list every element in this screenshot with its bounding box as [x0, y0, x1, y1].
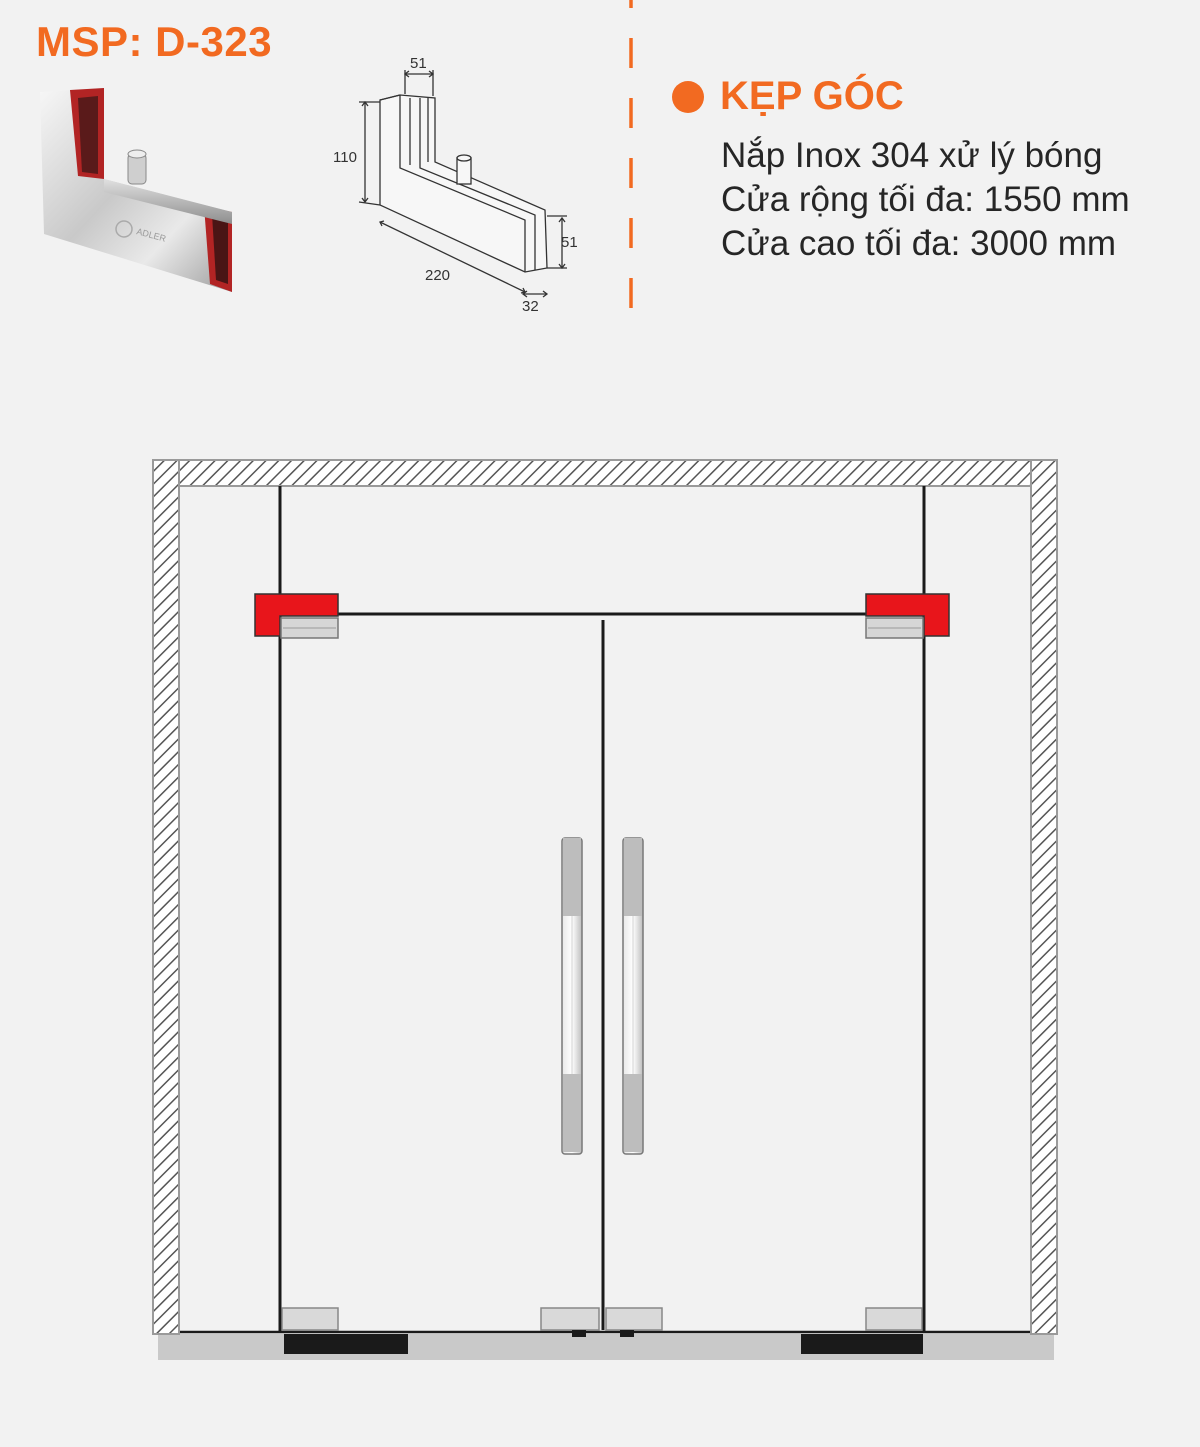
spec-max-width: Cửa rộng tối đa: 1550 mm [721, 180, 1130, 219]
feature-title: KẸP GÓC [720, 74, 904, 118]
corner-clamp-left [255, 594, 338, 638]
door-diagram [0, 440, 1200, 1380]
corner-clamp-right [866, 594, 949, 638]
dim-thickness: 32 [522, 298, 539, 315]
product-code: MSP: D-323 [36, 18, 273, 65]
bullet-dot-icon [672, 81, 704, 113]
spec-material: Nắp Inox 304 xử lý bóng [721, 136, 1103, 175]
vertical-divider [626, 0, 638, 330]
dim-length: 220 [425, 267, 451, 284]
door-handle-left [562, 838, 582, 1154]
product-photo [34, 84, 244, 299]
svg-text:ADLER: ADLER [135, 226, 168, 244]
dimension-drawing [325, 50, 615, 320]
door-handle-right [623, 838, 643, 1154]
dim-side-height: 51 [561, 234, 578, 251]
wall-frame [153, 460, 1057, 1334]
spec-max-height: Cửa cao tối đa: 3000 mm [721, 224, 1117, 263]
dim-top-width: 51 [410, 55, 427, 72]
dim-height: 110 [333, 149, 357, 166]
clamp-body [40, 88, 232, 292]
